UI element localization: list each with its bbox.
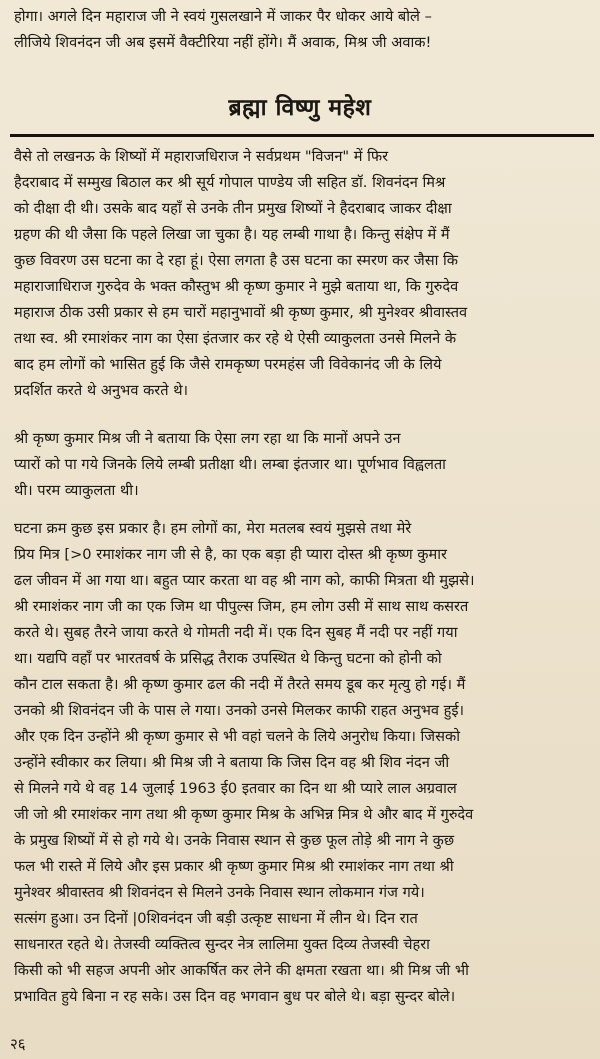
body-line: थी। परम व्याकुलता थी।	[14, 482, 139, 499]
body-line: उन्होंने स्वीकार कर लिया। श्री मिश्र जी ने बताया कि जिस दिन वह श्री शिव नंदन जी	[14, 754, 450, 771]
body-line: ढल जीवन में आ गया था। बहुत प्यार करता था वह श्री नाग को, काफी मित्रता थी मुझसे।	[14, 572, 475, 589]
intro-line: लीजिये शिवनंदन जी अब इसमें वैक्टीरिया नहीं होंगे। मैं अवाक, मिश्र जी अवाक!	[14, 34, 432, 51]
body-line: और एक दिन उन्होंने श्री कृष्ण कुमार से भी वहां चलने के लिये अनुरोध किया। जिसको	[14, 728, 460, 745]
body-line: महाराजाधिराज गुरुदेव के भक्त कौस्तुभ श्री कृष्ण कुमार ने मुझे बताया था, कि गुरुदेव	[14, 278, 459, 295]
section-title: ब्रह्मा विष्णु महेश	[228, 95, 372, 121]
body-line: प्रभावित हुये बिना न रह सके। उस दिन वह भगवान बुध पर बोले थे। बड़ा सुन्दर बोले।	[14, 988, 456, 1005]
body-line: श्री कृष्ण कुमार मिश्र जी ने बताया कि ऐसा लग रहा था कि मानों अपने उन	[14, 430, 401, 447]
body-line: प्रदर्शित करते थे अनुभव करते थे।	[14, 382, 189, 399]
body-line: के प्रमुख शिष्यों में से हो गये थे। उनके निवास स्थान से कुछ फूल तोड़े श्री नाग ने कुछ	[14, 832, 455, 849]
body-line: घटना क्रम कुछ इस प्रकार है। हम लोगों का, मेरा मतलब स्वयं मुझसे तथा मेरे	[14, 520, 412, 537]
body-line: उनको श्री शिवनंदन जी के पास ले गया। उनको उनसे मिलकर काफी राहत अनुभव हुई।	[14, 702, 465, 719]
body-line: ग्रहण की थी जैसा कि पहले लिखा जा चुका है। यह लम्बी गाथा है। किन्तु संक्षेप में मैं	[14, 226, 450, 243]
intro-line: होगा। अगले दिन महाराज जी ने स्वयं गुसलखाने में जाकर पैर धोकर आये बोले –	[14, 8, 432, 25]
body-line: कुछ विवरण उस घटना का दे रहा हूं। ऐसा लगता है उस घटना का स्मरण कर जैसा कि	[14, 252, 459, 269]
body-line: कौन टाल सकता है। श्री कृष्ण कुमार ढल की नदी में तैरते समय डूब कर मृत्यु हो गई। मैं	[14, 676, 466, 693]
page-number: २६	[10, 1035, 26, 1053]
body-line: को दीक्षा दी थी। उसके बाद यहाँ से उनके तीन प्रमुख शिष्यों ने हैदराबाद जाकर दीक्षा	[14, 200, 452, 217]
body-line: प्रिय मित्र [>0 रमाशंकर नाग जी से है, का एक बड़ा ही प्यारा दोस्त श्री कृष्ण कुमार	[14, 546, 447, 563]
title-divider	[10, 134, 594, 137]
body-line: सत्संग हुआ। उन दिनों |0शिवनंदन जी बड़ी उत्कृष्ट साधना में लीन थे। दिन रात	[14, 910, 418, 927]
body-line: मुनेश्वर श्रीवास्तव श्री शिवनंदन से मिलने उनके निवास स्थान लोकमान गंज गये।	[14, 884, 425, 901]
body-line: बाद हम लोगों को भासित हुई कि जैसे रामकृष्ण परमहंस जी विवेकानंद जी के लिये	[14, 356, 442, 373]
body-line: हैदराबाद में सम्मुख बिठाल कर श्री सूर्य गोपाल पाण्डेय जी सहित डॉ. शिवनंदन मिश्र	[14, 174, 446, 191]
body-line: किसी को भी सहज अपनी ओर आकर्षित कर लेने की क्षमता रखता था। श्री मिश्र जी भी	[14, 962, 469, 979]
body-line: महाराज ठीक उसी प्रकार से हम चारों महानुभावों श्री कृष्ण कुमार, श्री मुनेश्वर श्रीवास्तव	[14, 304, 468, 321]
body-line: से मिलने गये थे वह 14 जुलाई 1963 ई0 इतवार का दिन था श्री प्यारे लाल अग्रवाल	[14, 780, 457, 797]
body-line: फल भी रास्ते में लिये और इस प्रकार श्री कृष्ण कुमार मिश्र श्री रमाशंकर नाग तथा श्री	[14, 858, 454, 875]
body-line: साधनारत रहते थे। तेजस्वी व्यक्तित्व सुन्दर नेत्र लालिमा युक्त दिव्य तेजस्वी चेहरा	[14, 936, 430, 953]
body-line: करते थे। सुबह तैरने जाया करते थे गोमती नदी में। एक दिन सुबह मैं नदी पर नहीं गया	[14, 624, 458, 641]
body-line: प्यारों को पा गये जिनके लिये लम्बी प्रतीक्षा थी। लम्बा इंतजार था। पूर्णभाव विह्वलता	[14, 456, 446, 473]
body-line	[14, 1010, 592, 1036]
body-line: जी जो श्री रमाशंकर नाग तथा श्री कृष्ण कुमार मिश्र के अभिन्न मित्र थे और बाद में गुरुदेव	[14, 806, 474, 823]
body-line: श्री रमाशंकर नाग जी का एक जिम था पीपुल्स जिम, हम लोग उसी में साथ साथ कसरत	[14, 598, 469, 615]
body-line: था। यद्यपि वहाँ पर भारतवर्ष के प्रसिद्ध तैराक उपस्थित थे किन्तु घटना को होनी को	[14, 650, 442, 667]
body-line: वैसे तो लखनऊ के शिष्यों में महाराजधिराज ने सर्वप्रथम "विजन" में फिर	[14, 148, 389, 165]
body-line: तथा स्व. श्री रमाशंकर नाग का ऐसा इंतजार कर रहे थे ऐसी व्याकुलता उनसे मिलने के	[14, 330, 457, 347]
